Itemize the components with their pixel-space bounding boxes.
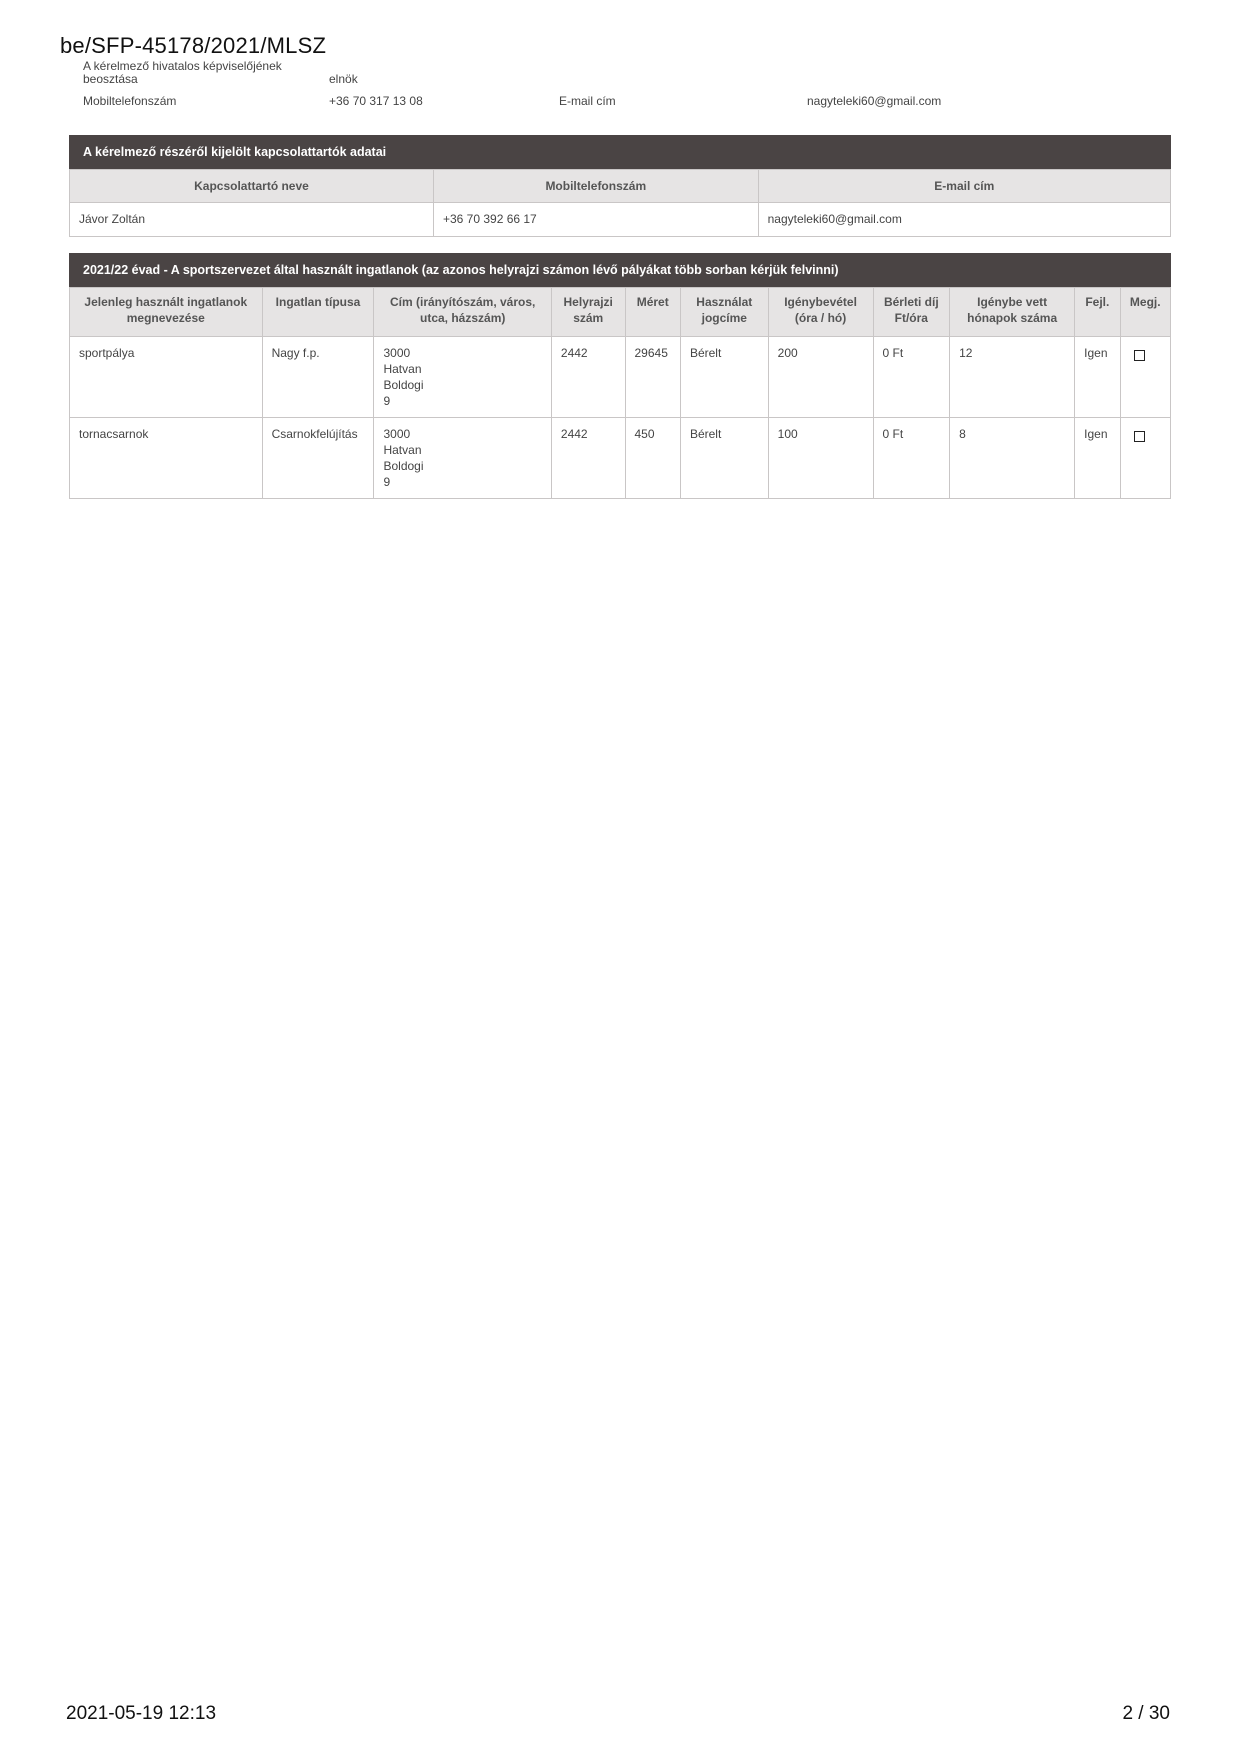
property-type: Csarnokfelújítás <box>262 418 374 499</box>
representative-email-label: E-mail cím <box>559 94 616 108</box>
contact-email: nagyteleki60@gmail.com <box>758 203 1170 237</box>
property-fee: 0 Ft <box>873 337 950 418</box>
column-header: Jelenleg használt ingatlanok megnevezése <box>70 288 263 337</box>
property-fee: 0 Ft <box>873 418 950 499</box>
contacts-table <box>69 169 1171 237</box>
address-zip: 3000 <box>383 346 411 360</box>
column-header: Fejl. <box>1075 288 1120 337</box>
properties-table <box>69 287 1171 499</box>
representative-title-value: elnök <box>329 72 358 86</box>
column-header: Bérleti díj Ft/óra <box>873 288 950 337</box>
column-header: E-mail cím <box>758 170 1170 203</box>
property-name: sportpálya <box>70 337 263 418</box>
property-legal-basis: Bérelt <box>680 418 768 499</box>
column-header: Igénybevétel (óra / hó) <box>768 288 873 337</box>
column-header: Ingatlan típusa <box>262 288 374 337</box>
property-usage: 100 <box>768 418 873 499</box>
address-street: Boldogi <box>383 459 424 473</box>
address-city: Hatvan <box>383 443 422 457</box>
column-header: Cím (irányítószám, város, utca, házszám) <box>374 288 551 337</box>
property-months: 8 <box>950 418 1075 499</box>
property-name: tornacsarnok <box>70 418 263 499</box>
contact-mobile: +36 70 392 66 17 <box>433 203 758 237</box>
property-usage: 200 <box>768 337 873 418</box>
column-header: Mobiltelefonszám <box>433 170 758 203</box>
table-row <box>70 418 1171 499</box>
property-legal-basis: Bérelt <box>680 337 768 418</box>
document-id: be/SFP-45178/2021/MLSZ <box>60 33 327 58</box>
representative-mobile-value: +36 70 317 13 08 <box>329 94 423 108</box>
property-type: Nagy f.p. <box>262 337 374 418</box>
property-hrsz: 2442 <box>551 337 625 418</box>
contacts-section-title: A kérelmező részéről kijelölt kapcsolattartók adatai <box>69 135 1171 169</box>
address-zip: 3000 <box>383 427 411 441</box>
contact-name: Jávor Zoltán <box>70 203 434 237</box>
address-street: Boldogi <box>383 378 424 392</box>
address-city: Hatvan <box>383 362 422 376</box>
footer-timestamp: 2021-05-19 12:13 <box>66 1703 217 1724</box>
property-note <box>1120 337 1171 418</box>
property-development: Igen <box>1075 337 1120 418</box>
representative-mobile-label: Mobiltelefonszám <box>83 94 177 108</box>
note-checkbox[interactable] <box>1134 431 1145 442</box>
properties-section-title: 2021/22 évad - A sportszervezet által használt ingatlanok (az azonos helyrajzi számon lévő pályákat több sorban kérjük felvinni) <box>69 253 1171 287</box>
property-address <box>374 337 551 418</box>
property-months: 12 <box>950 337 1075 418</box>
column-header: Helyrajzi szám <box>551 288 625 337</box>
representative-email-value: nagyteleki60@gmail.com <box>807 94 942 108</box>
note-checkbox[interactable] <box>1134 350 1145 361</box>
contacts-header-row <box>70 170 1171 203</box>
property-size: 450 <box>625 418 680 499</box>
property-size: 29645 <box>625 337 680 418</box>
properties-section <box>69 253 1171 499</box>
column-header: Kapcsolattartó neve <box>70 170 434 203</box>
property-address <box>374 418 551 499</box>
column-header: Igénybe vett hónapok száma <box>950 288 1075 337</box>
column-header: Használat jogcíme <box>680 288 768 337</box>
table-row <box>70 337 1171 418</box>
property-hrsz: 2442 <box>551 418 625 499</box>
property-note <box>1120 418 1171 499</box>
address-number: 9 <box>383 394 391 408</box>
column-header: Méret <box>625 288 680 337</box>
representative-info <box>83 60 1183 119</box>
properties-header-row <box>70 288 1171 337</box>
table-row <box>70 203 1171 237</box>
column-header: Megj. <box>1120 288 1171 337</box>
contacts-section <box>69 135 1171 237</box>
address-number: 9 <box>383 475 391 489</box>
representative-title-label: A kérelmező hivatalos képviselőjének beosztása <box>83 59 282 86</box>
footer-page-number: 2 / 30 <box>1122 1703 1170 1724</box>
property-development: Igen <box>1075 418 1120 499</box>
